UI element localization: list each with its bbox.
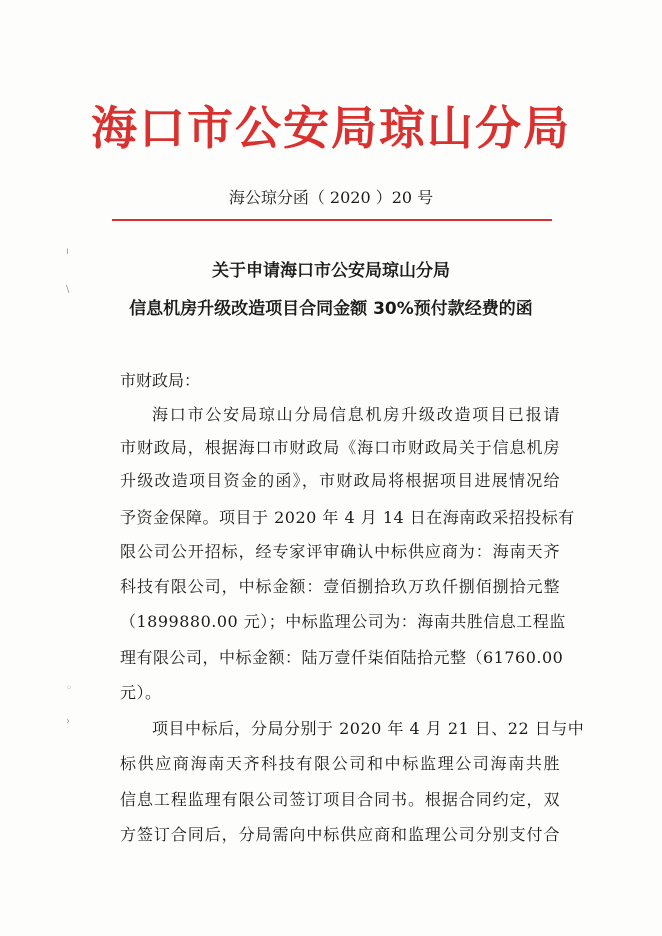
body-line: 理有限公司，中标金额：陆万壹仟柒佰陆拾元整（61760.00 — [120, 648, 564, 667]
subject-line-1: 关于申请海口市公安局琼山分局 — [212, 261, 450, 281]
body-line: 科技有限公司，中标金额：壹佰捌拾玖万玖仟捌佰捌拾元整 — [120, 577, 560, 596]
agency-header-title: 海口市公安局琼山分局 — [91, 101, 571, 155]
scan-mark: \ — [66, 284, 70, 295]
scan-mark: › — [66, 716, 70, 727]
body-line: 项目中标后，分局分别于 2020 年 4 月 21 日、22 日与中 — [152, 719, 585, 738]
body-line: 市财政局，根据海口市财政局《海口市财政局关于信息机房 — [120, 438, 560, 457]
body-line: （1899880.00 元）；中标监理公司为：海南共胜信息工程监 — [120, 612, 566, 631]
salutation: 市财政局： — [120, 371, 201, 390]
body-line: 限公司公开招标，经专家评审确认中标供应商为：海南天齐 — [120, 542, 560, 561]
body-line: 元）。 — [120, 683, 162, 702]
subject-line-2: 信息机房升级改造项目合同金额 30%预付款经费的函 — [129, 299, 533, 319]
body-line: 信息工程监理有限公司签订项目合同书。根据合同约定，双 — [120, 790, 560, 809]
document-number: 海公琼分函（ 2020 ）20 号 — [228, 188, 434, 207]
body-line: 海口市公安局琼山分局信息机房升级改造项目已报请 — [152, 405, 560, 424]
header-red-rule — [112, 219, 552, 221]
scan-mark: ◦ — [66, 683, 72, 694]
body-line: 升级改造项目资金的函》，市财政局将根据项目进展情况给 — [120, 471, 560, 490]
body-line: 标供应商海南天齐科技有限公司和中标监理公司海南共胜 — [120, 754, 560, 773]
body-line: 方签订合同后，分局需向中标供应商和监理公司分别支付合 — [120, 825, 560, 844]
scan-mark: ı — [66, 246, 69, 257]
body-line: 予资金保障。项目于 2020 年 4 月 14 日在海南政采招投标有 — [120, 508, 575, 527]
